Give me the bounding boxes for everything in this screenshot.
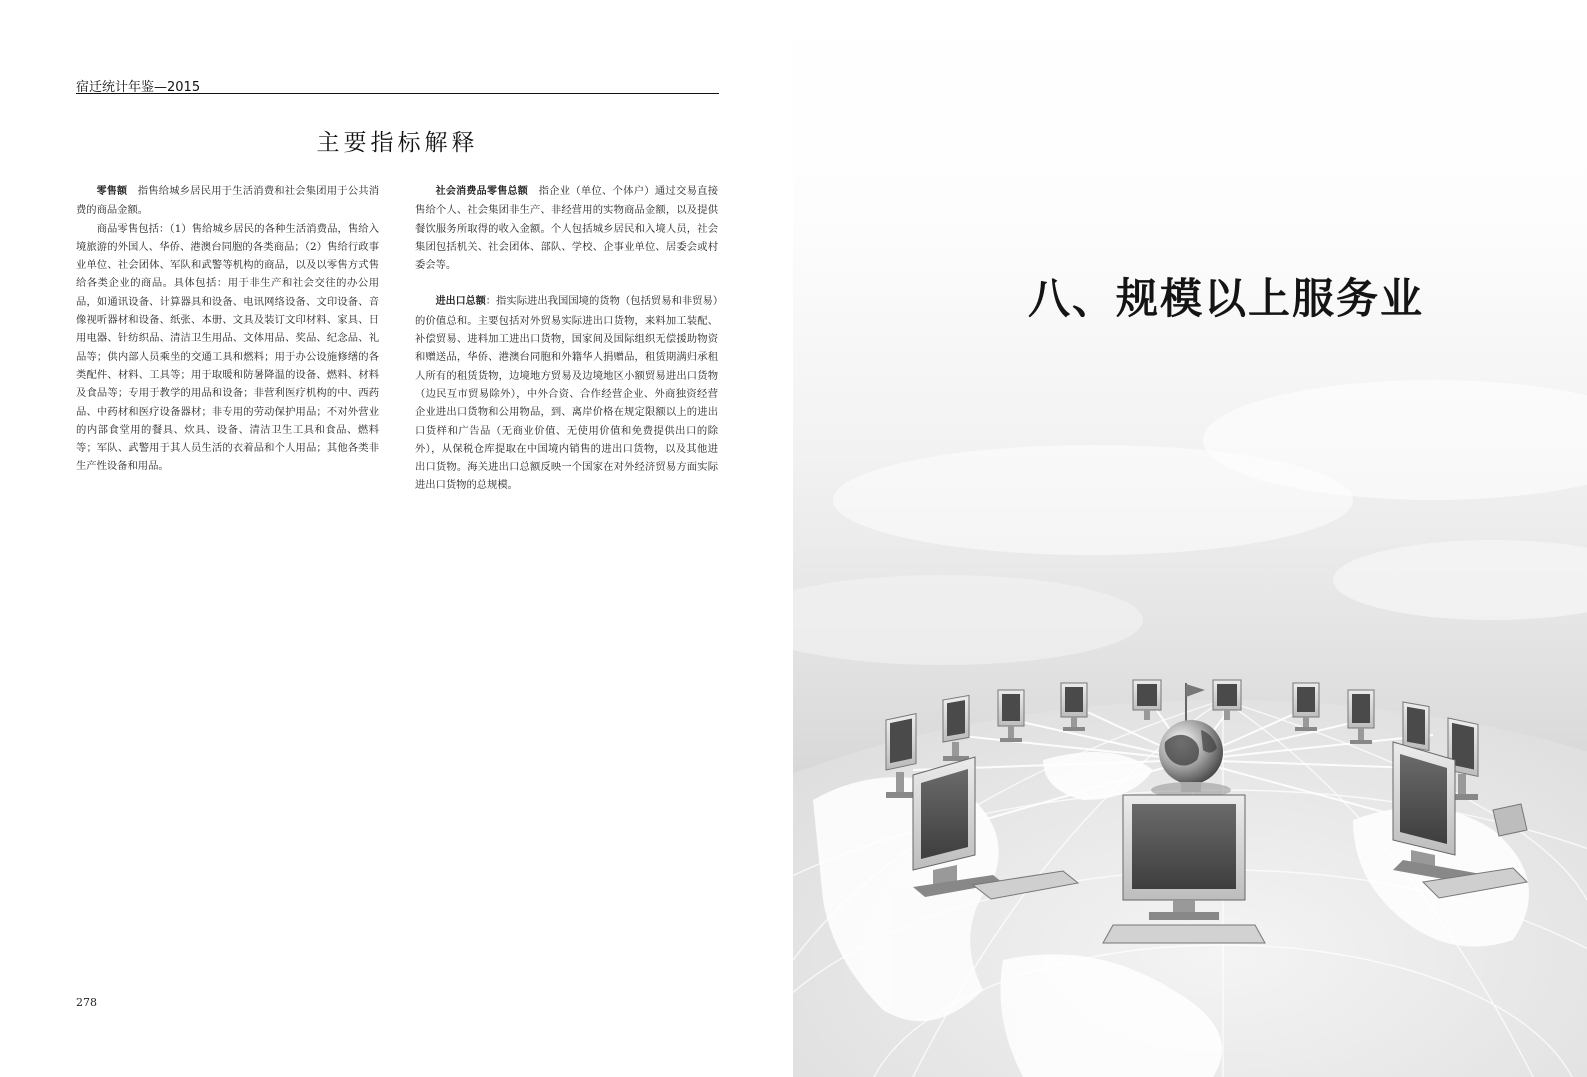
section-title: 主要指标解释 xyxy=(316,130,479,156)
header-rule xyxy=(76,93,719,94)
page-number: 278 xyxy=(76,996,97,1009)
paragraph-retail-sales xyxy=(76,182,379,220)
globe-network-computers-icon xyxy=(793,0,1587,1077)
left-page xyxy=(0,0,793,1077)
paragraph-import-export xyxy=(415,292,718,494)
right-page xyxy=(793,0,1587,1077)
term-import-export: 进出口总额 xyxy=(435,296,486,308)
paragraph-total-retail-sales xyxy=(415,182,718,274)
running-head: 宿迁统计年鉴—2015 xyxy=(76,80,201,95)
definition-text: 指企业（单位、个体户）通过交易直接售给个人、社会集团非生产、非经营用的实物商品金额，以及提供餐饮服务所取得的收入金额。个人包括城乡居民和入境人员，社会集团包括机关、社会团体、部队、学校、企事业单位、居委会或村委会等。 xyxy=(415,185,719,272)
definition-text: ：指实际进出我国国境的货物（包括贸易和非贸易）的价值总和。主要包括对外贸易实际进出口货物，来料加工装配、补偿贸易、进料加工进出口货物，国家间及国际组织无偿援助物资和赠送品，华侨、港澳台同胞和外籍华人捐赠品，租赁期满归承租人所有的租赁货物，边境地方贸易及边境地区小额贸易进出口货物（边民互市贸易除外），中外合资、合作经营企业、外商独资经营企业进出口货物和公用物品，到、离岸价格在规定限额以上的进出口货样和广告品（无商业价值、无使用价值和免费提供出口的除外），从保税仓库提取在中国境内销售的进出口货物，以及其他进出口货物。海关进出口总额反映一个国家在对外经济贸易方面实际进出口货物的总规模。 xyxy=(415,295,718,492)
text-column-1 xyxy=(76,182,379,476)
term-total-retail-sales: 社会消费品零售总额 xyxy=(435,186,529,197)
definition-text: 指售给城乡居民用于生活消费和社会集团用于公共消费的商品金额。 xyxy=(76,185,379,217)
term-retail-sales: 零售额 xyxy=(96,186,128,197)
text-column-2 xyxy=(415,182,718,495)
paragraph-retail-scope: 商品零售包括：（1）售给城乡居民的各种生活消费品，售给入境旅游的外国人、华侨、港澳台同胞的各类商品；（2）售给行政事业单位、社会团体、军队和武警等机构的商品，以及以零售方式售给各类企业的商品。具体包括：用于非生产和社会交往的办公用品，如通讯设备、计算器具和设备、电讯网络设备、文印设备、音像视听器材和设备、纸张、本册、文具及装订文印材料、家具、日用电器、针纺织品、清洁卫生用品、文体用品、奖品、纪念品、礼品等；供内部人员乘坐的交通工具和燃料；用于办公设施修缮的各类配件、材料、工具等；用于取暖和防暑降温的设备、燃料、材料及食品等；专用于教学的用品和设备；非营利医疗机构的中、西药品、中药材和医疗设备器材；非专用的劳动保护用品；不对外营业的内部食堂用的餐具、炊具、设备、清洁卫生工具和食品、燃料等；军队、武警用于其人员生活的衣着品和个人用品；其他各类非生产性设备和用品。 xyxy=(76,222,379,473)
chapter-title: 八、规模以上服务业 xyxy=(1028,274,1425,323)
